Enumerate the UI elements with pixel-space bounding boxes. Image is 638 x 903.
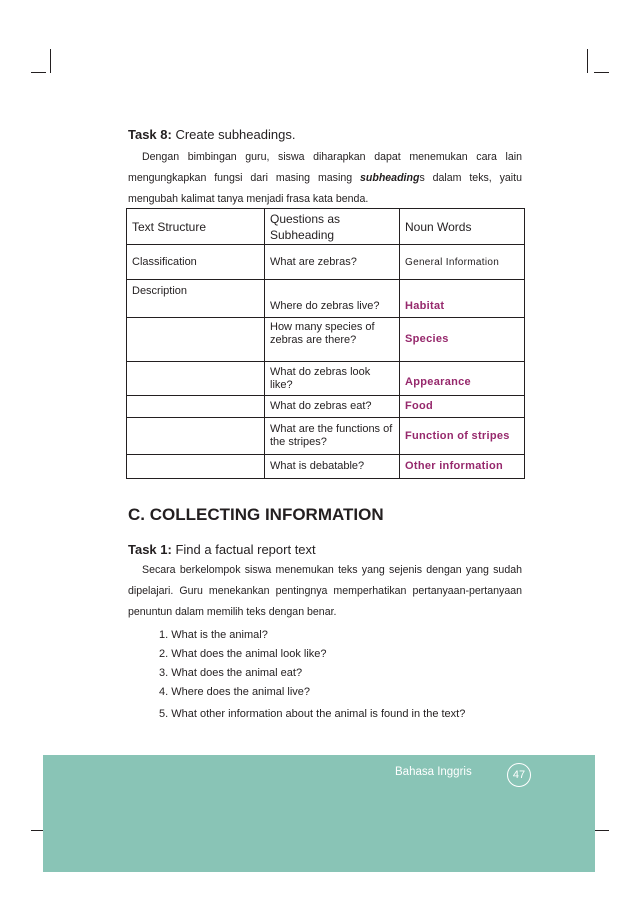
row-question: What do zebras look like? — [265, 362, 400, 396]
task1-para-text: Secara berkelompok siswa menemukan teks yang sejenis dengan yang sudah dipelajari. Guru menekankan pentingnya memperhatikan pertanyaan-pertanyaan penuntun dalam memilih teks dengan benar. — [128, 564, 522, 618]
table-row — [127, 245, 525, 280]
task8-para-text-end: s dalam teks, yaitu mengubah kalimat tanya menjadi frasa kata benda. — [128, 172, 522, 205]
table-header-row — [127, 209, 525, 245]
crop-mark — [594, 72, 609, 73]
row-noun: Food — [400, 396, 525, 418]
row-noun: General Information — [400, 245, 525, 280]
crop-mark — [587, 49, 588, 73]
task8-label: Task 8: — [128, 127, 172, 142]
task8-para-emphasis: subheading — [359, 172, 420, 184]
header-text-structure: Text Structure — [127, 209, 265, 245]
task1-title: Find a factual report text — [175, 542, 316, 557]
table-row — [127, 455, 525, 479]
task8-paragraph — [128, 147, 522, 210]
row-question: What do zebras eat? — [265, 396, 400, 418]
row-structure — [127, 362, 265, 396]
header-questions: Questions as Subheading — [265, 209, 400, 245]
row-noun: Habitat — [400, 280, 525, 318]
row-structure — [127, 455, 265, 479]
task8-para-text: Dengan bimbingan guru, siswa diharapkan dapat menemukan cara lain mengungkapkan fungsi dari masing masing — [128, 151, 522, 184]
table-row — [127, 280, 525, 318]
row-structure: Description — [127, 280, 265, 318]
section-title: C. COLLECTING INFORMATION — [128, 505, 384, 524]
row-noun: Function of stripes — [400, 418, 525, 455]
list-item: 5. What other information about the animal is found in the text? — [159, 708, 466, 720]
task8-title: Create subheadings. — [175, 127, 296, 142]
task8-heading — [128, 127, 295, 142]
table-row — [127, 396, 525, 418]
book-title: Bahasa Inggris — [395, 766, 472, 778]
row-question: What are zebras? — [265, 245, 400, 280]
list-item: 2. What does the animal look like? — [159, 648, 327, 660]
table-row — [127, 418, 525, 455]
list-item: 1. What is the animal? — [159, 629, 268, 641]
guiding-questions-list — [159, 626, 465, 724]
list-item: 4. Where does the animal live? — [159, 686, 311, 698]
row-question: What is debatable? — [265, 455, 400, 479]
task1-heading — [128, 542, 316, 557]
page-number: 47 — [507, 763, 531, 787]
list-item: 3. What does the animal eat? — [159, 667, 303, 679]
task1-label: Task 1: — [128, 542, 172, 557]
subheading-table — [126, 208, 525, 479]
crop-mark — [594, 830, 609, 831]
row-noun: Other information — [400, 455, 525, 479]
table-row — [127, 318, 525, 362]
row-structure — [127, 418, 265, 455]
task1-paragraph — [128, 560, 522, 623]
row-structure — [127, 318, 265, 362]
row-question: What are the functions of the stripes? — [265, 418, 400, 455]
row-structure — [127, 396, 265, 418]
row-question: How many species of zebras are there? — [265, 318, 400, 362]
row-question: Where do zebras live? — [265, 280, 400, 318]
header-noun-words: Noun Words — [400, 209, 525, 245]
row-noun: Appearance — [400, 362, 525, 396]
row-noun: Species — [400, 318, 525, 362]
crop-mark — [31, 72, 46, 73]
table-row — [127, 362, 525, 396]
row-structure: Classification — [127, 245, 265, 280]
crop-mark — [50, 49, 51, 73]
